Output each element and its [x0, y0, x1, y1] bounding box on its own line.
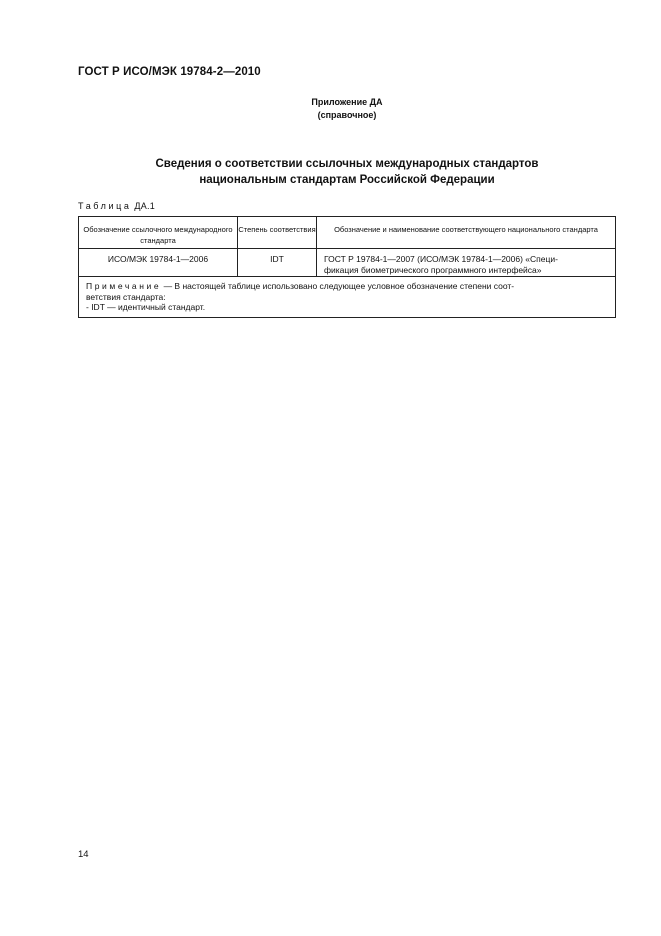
note-line-2: ветствия стандарта:: [86, 291, 166, 302]
table-row: [79, 249, 616, 277]
table-note: [79, 277, 616, 318]
table-note-row: [79, 277, 616, 318]
column-header-national-standard: Обозначение и наименование соответствующего национального стандарта: [317, 217, 616, 249]
note-label: Примечание: [86, 281, 162, 291]
column-header-ref-standard: Обозначение ссылочного международного стандарта: [79, 217, 238, 249]
section-title-line-2: национальным стандартам Российской Федерации: [199, 174, 495, 186]
standards-correspondence-table: [78, 216, 616, 318]
column-header-degree: Степень соответствия: [238, 217, 317, 249]
table-caption: [78, 201, 155, 211]
appendix-heading: [0, 96, 661, 122]
section-title-line-1: Сведения о соответствии ссылочных международных стандартов: [155, 158, 539, 170]
table-caption-id: ДА.1: [134, 201, 156, 211]
appendix-title: Приложение ДА: [311, 97, 383, 107]
national-standard-line-1: ГОСТ Р 19784-1—2007 (ИСО/МЭК 19784-1—2006) «Специ-: [324, 254, 558, 264]
note-text-1: — В настоящей таблице использовано следующее условное обозначение степени соот-: [161, 281, 515, 291]
table-header-row: [79, 217, 616, 249]
note-line-1: [86, 281, 609, 292]
section-title: [0, 156, 661, 188]
cell-national-standard: [317, 249, 616, 277]
cell-ref-standard: ИСО/МЭК 19784-1—2006: [79, 249, 238, 277]
table-caption-word: Таблица: [78, 201, 132, 211]
page-number: 14: [78, 849, 89, 860]
cell-degree: IDT: [238, 249, 317, 277]
appendix-subtitle: (справочное): [317, 110, 377, 120]
document-code: ГОСТ Р ИСО/МЭК 19784-2—2010: [78, 66, 261, 78]
note-line-3: - IDT — идентичный стандарт.: [86, 302, 206, 312]
national-standard-line-2: фикация биометрического программного интерфейса»: [324, 265, 542, 275]
